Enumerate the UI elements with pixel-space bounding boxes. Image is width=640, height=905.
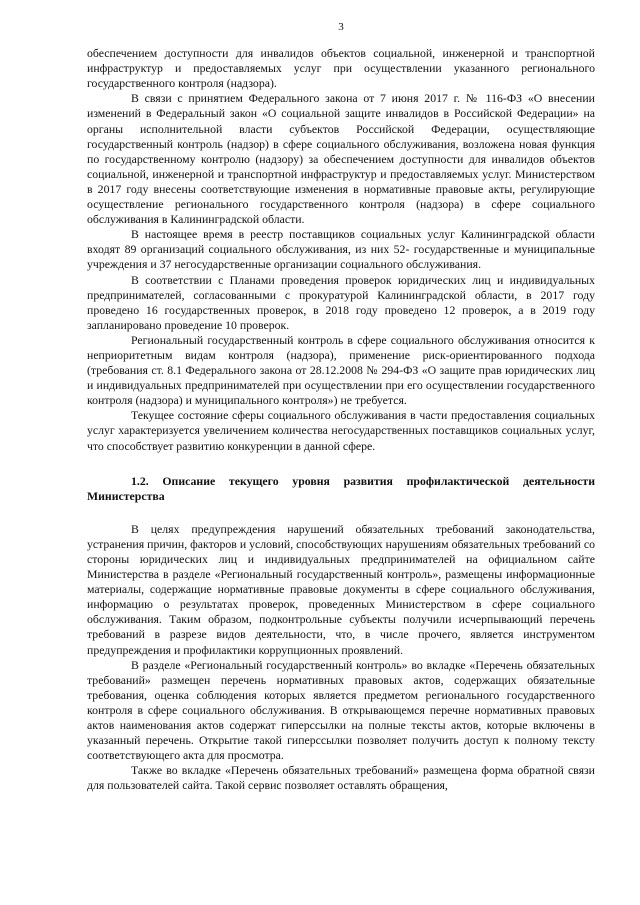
paragraph: В связи с принятием Федерального закона от 7 июня 2017 г. № 116-ФЗ «О внесении изменений в Федеральный закон «О социальной защите инвалидов в Российской Федерации» на органы исполнительной власти субъектов Российской Федерации, осуществляющие государственный контроль (надзор) в сфере социального обслуживания, возложена новая функция по государственному контролю (надзору) за обеспечением доступности для инвалидов объектов социальной, инженерной и транспортной инфраструктур и предоставляемых услуг. Министерством в 2017 году внесены соответствующие изменения в нормативные правовые акты, регулирующие осуществление регионального государственного контроля (надзора) в сфере социального обслуживания в Калининградской области. [87,91,595,227]
section-heading: 1.2. Описание текущего уровня развития профилактической деятельности Министерства [87,473,595,503]
paragraphs-before [87,46,595,454]
paragraph: В настоящее время в реестр поставщиков социальных услуг Калининградской области входят 89 организаций социального обслуживания, из них 52- государственные и муниципальные учреждения и 37 негосударственные организации социального обслуживания. [87,227,595,272]
page-number: 3 [338,21,344,33]
paragraph: Текущее состояние сферы социального обслуживания в части предоставления социальных услуг характеризуется увеличением количества негосударственных поставщиков социальных услуг, что способствует развитию конкуренции в данной сфере. [87,408,595,453]
paragraph: В разделе «Региональный государственный контроль» во вкладке «Перечень обязательных требований» размещен перечень нормативных правовых актов, содержащих обязательные требования, оценка соблюдения которых является предметом регионального государственного контроля в сфере социального обслуживания. В открывающемся перечне нормативных правовых актов наименования актов содержат гиперссылки на полные тексты актов, которые включены в указанный перечень. Открытие такой гиперссылки позволяет получить доступ к полному тексту соответствующего акта для просмотра. [87,657,595,763]
paragraphs-after [87,522,595,794]
paragraph: Региональный государственный контроль в сфере социального обслуживания относится к неприоритетным видам контроля (надзора), применение риск-ориентированного подхода (требования ст. 8.1 Федерального закона от 28.12.2008 № 294-ФЗ «О защите прав юридических лиц и индивидуальных предпринимателей при осуществлении при его осуществлении государственного контроля (надзора) и муниципального контроля») не требуется. [87,332,595,408]
paragraph: обеспечением доступности для инвалидов объектов социальной, инженерной и транспортной инфраструктур и предоставляемых услуг при осуществлении указанного регионального государственного контроля (надзора). [87,46,595,91]
paragraph: В целях предупреждения нарушений обязательных требований законодательства, устранения причин, факторов и условий, способствующих нарушениям обязательных требований со стороны юридических лиц и индивидуальных предпринимателей на официальном сайте Министерства в разделе «Региональный государственный контроль», размещены информационные материалы, содержащие нормативные правовые документы в сфере социального обслуживания, информацию о результатах проверок, проведенных Министерством в сфере социального обслуживания. Таким образом, подконтрольные субъекты получили исчерпывающий перечень требований в разрезе видов деятельности, что, в числе прочего, является инструментом предупреждения и профилактики коррупционных проявлений. [87,521,595,657]
paragraph: Также во вкладке «Перечень обязательных требований» размещена форма обратной связи для пользователей сайта. Такой сервис позволяет оставлять обращения, [87,763,595,793]
paragraph: В соответствии с Планами проведения проверок юридических лиц и индивидуальных предпринимателей, согласованными с прокуратурой Калининградской области, в 2017 году проведено 16 государственных проверок, в 2018 году проведено 12 проверок, а в 2019 году запланировано проведение 10 проверок. [87,272,595,332]
